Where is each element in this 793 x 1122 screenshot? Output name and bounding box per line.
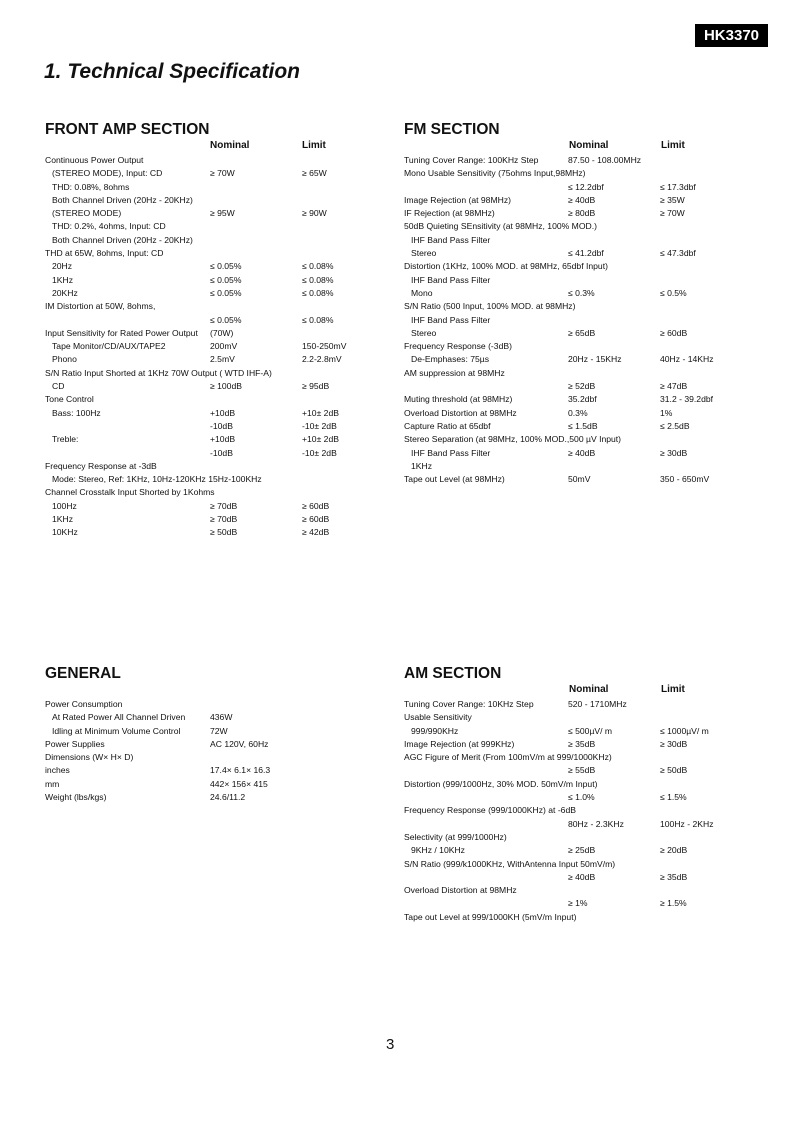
spec-label: Stereo: [411, 248, 437, 259]
spec-label: S/N Ratio (500 Input, 100% MOD. at 98MHz): [404, 301, 576, 312]
spec-label: Mono Usable Sensitivity (75ohms Input,98MHz): [404, 168, 586, 179]
spec-limit: 350 - 650mV: [660, 474, 710, 485]
spec-label: Tape out Level (at 98MHz): [404, 474, 505, 485]
general-heading: GENERAL: [45, 665, 121, 682]
spec-nominal: ≤ 0.3%: [568, 287, 595, 298]
spec-nominal: ≤ 1.5dB: [568, 420, 598, 431]
spec-label: 1KHz: [52, 274, 74, 285]
spec-limit: 2.2-2.8mV: [302, 354, 342, 365]
spec-label: Both Channel Driven (20Hz - 20KHz): [52, 234, 193, 245]
spec-limit: ≤ 0.08%: [302, 287, 334, 298]
spec-label: THD: 0.2%, 4ohms, Input: CD: [52, 221, 166, 232]
am-limit-header: Limit: [661, 684, 685, 695]
spec-nominal: +10dB: [210, 407, 236, 418]
spec-value: 72W: [210, 725, 228, 736]
spec-nominal: ≥ 40dB: [568, 447, 596, 458]
spec-limit: ≥ 65W: [302, 168, 327, 179]
front-amp-heading: FRONT AMP SECTION: [45, 121, 210, 138]
spec-label: 50dB Quieting SEnsitivity (at 98MHz, 100% MOD.): [404, 221, 597, 232]
spec-label: Idling at Minimum Volume Control: [52, 725, 181, 736]
spec-nominal: ≥ 100dB: [210, 381, 242, 392]
spec-value: AC 120V, 60Hz: [210, 738, 269, 749]
spec-limit: ≤ 0.08%: [302, 274, 334, 285]
spec-label: 1KHz: [52, 514, 74, 525]
spec-label: Stereo Separation (at 98MHz, 100% MOD.,500 µV Input): [404, 434, 622, 445]
spec-label: Mono: [411, 287, 433, 298]
fm-heading: FM SECTION: [404, 121, 500, 138]
spec-nominal: ≥ 35dB: [568, 738, 596, 749]
spec-nominal: ≤ 0.05%: [210, 261, 242, 272]
page-number: 3: [386, 1036, 395, 1053]
spec-nominal: ≥ 40dB: [568, 194, 596, 205]
spec-nominal: ≤ 41.2dbf: [568, 248, 604, 259]
spec-limit: +10± 2dB: [302, 434, 339, 445]
spec-nominal: 80Hz - 2.3KHz: [568, 818, 624, 829]
spec-label: 1KHz: [411, 460, 433, 471]
am-nominal-header: Nominal: [569, 684, 609, 695]
page-title: 1. Technical Specification: [44, 60, 300, 83]
model-badge: HK3370: [695, 24, 768, 47]
spec-label: Overload Distortion at 98MHz: [404, 407, 517, 418]
spec-label: CD: [52, 381, 65, 392]
spec-limit: -10± 2dB: [302, 420, 337, 431]
spec-nominal: ≤ 0.05%: [210, 314, 242, 325]
spec-label: Mode: Stereo, Ref: 1KHz, 10Hz-120KHz 15Hz-100KHz: [52, 474, 262, 485]
spec-limit: 1%: [660, 407, 673, 418]
spec-limit: ≤ 1.5%: [660, 792, 687, 803]
spec-value: 436W: [210, 712, 233, 723]
spec-limit: ≥ 50dB: [660, 765, 688, 776]
spec-limit: ≤ 47.3dbf: [660, 248, 696, 259]
spec-label: 999/990KHz: [411, 725, 459, 736]
spec-nominal: ≥ 65dB: [568, 327, 596, 338]
spec-limit: ≥ 42dB: [302, 527, 330, 538]
am-heading: AM SECTION: [404, 665, 502, 682]
spec-nominal: -10dB: [210, 447, 233, 458]
spec-nominal: 20Hz - 15KHz: [568, 354, 622, 365]
spec-nominal: ≤ 500µV/ m: [568, 725, 613, 736]
spec-limit: ≤ 1000µV/ m: [660, 725, 709, 736]
spec-nominal: -10dB: [210, 420, 233, 431]
spec-nominal: (70W): [210, 327, 234, 338]
spec-label: Phono: [52, 354, 77, 365]
spec-limit: ≥ 95dB: [302, 381, 330, 392]
spec-label: Tuning Cover Range: 10KHz Step: [404, 699, 534, 709]
spec-limit: ≥ 60dB: [302, 500, 330, 511]
spec-label: IHF Band Pass Filter: [411, 314, 491, 325]
spec-limit: ≥ 60dB: [302, 514, 330, 525]
spec-label: Overload Distortion at 98MHz: [404, 885, 517, 896]
spec-label: AGC Figure of Merit (From 100mV/m at 999/1000KHz): [404, 752, 612, 763]
spec-nominal: 35.2dbf: [568, 394, 597, 405]
spec-limit: ≥ 1.5%: [660, 898, 687, 909]
spec-nominal: ≥ 40dB: [568, 871, 596, 882]
spec-label: 10KHz: [52, 527, 78, 538]
spec-value: 442× 156× 415: [210, 778, 268, 789]
spec-limit: 40Hz - 14KHz: [660, 354, 714, 365]
spec-nominal: 2.5mV: [210, 354, 235, 365]
spec-nominal: ≥ 52dB: [568, 381, 596, 392]
spec-label: IF Rejection (at 98MHz): [404, 208, 495, 219]
spec-label: AM suppression at 98MHz: [404, 367, 505, 378]
spec-nominal: ≥ 80dB: [568, 208, 596, 219]
spec-nominal: 520 - 1710MHz: [568, 699, 627, 709]
spec-nominal: ≥ 50dB: [210, 527, 238, 538]
spec-nominal: ≥ 1%: [568, 898, 588, 909]
spec-limit: ≥ 90W: [302, 208, 327, 219]
spec-label: Image Rejection (at 999KHz): [404, 738, 515, 749]
spec-label: Stereo: [411, 327, 437, 338]
spec-label: 9KHz / 10KHz: [411, 845, 465, 856]
spec-limit: ≥ 70W: [660, 208, 685, 219]
spec-label: Distortion (1KHz, 100% MOD. at 98MHz, 65dbf Input): [404, 261, 608, 272]
spec-limit: 150-250mV: [302, 341, 347, 352]
spec-label: 20KHz: [52, 287, 78, 298]
spec-nominal: 50mV: [568, 474, 591, 485]
front-amp-limit-header: Limit: [302, 140, 326, 151]
spec-label: Continuous Power Output: [45, 155, 144, 165]
spec-label: Channel Crosstalk Input Shorted by 1Kohms: [45, 487, 215, 498]
spec-label: Usable Sensitivity: [404, 712, 472, 723]
spec-nominal: 200mV: [210, 341, 238, 352]
spec-label: Image Rejection (at 98MHz): [404, 194, 511, 205]
spec-nominal: 87.50 - 108.00MHz: [568, 155, 642, 165]
spec-label: S/N Ratio Input Shorted at 1KHz 70W Output ( WTD IHF-A): [45, 367, 272, 378]
spec-limit: -10± 2dB: [302, 447, 337, 458]
spec-nominal: 0.3%: [568, 407, 588, 418]
spec-label: Power Supplies: [45, 738, 105, 749]
spec-limit: ≥ 30dB: [660, 738, 688, 749]
spec-label: Tuning Cover Range: 100KHz Step: [404, 155, 539, 165]
spec-label: Bass: 100Hz: [52, 407, 101, 418]
spec-nominal: ≥ 70dB: [210, 514, 238, 525]
spec-nominal: +10dB: [210, 434, 236, 445]
spec-limit: ≤ 0.08%: [302, 314, 334, 325]
spec-label: IHF Band Pass Filter: [411, 274, 491, 285]
spec-label: Dimensions (W× H× D): [45, 752, 134, 763]
spec-label: Frequency Response at -3dB: [45, 460, 157, 471]
spec-label: Tone Control: [45, 394, 94, 405]
spec-label: Selectivity (at 999/1000Hz): [404, 831, 507, 842]
spec-limit: ≥ 47dB: [660, 381, 688, 392]
spec-label: Distortion (999/1000Hz, 30% MOD. 50mV/m Input): [404, 778, 598, 789]
spec-label: 20Hz: [52, 261, 73, 272]
spec-label: inches: [45, 765, 70, 776]
spec-label: Capture Ratio at 65dbf: [404, 420, 491, 431]
spec-label: THD at 65W, 8ohms, Input: CD: [45, 248, 164, 259]
spec-label: S/N Ratio (999/k1000KHz, WithAntenna Input 50mV/m): [404, 858, 616, 869]
spec-limit: ≥ 35W: [660, 194, 685, 205]
spec-label: IHF Band Pass Filter: [411, 447, 491, 458]
spec-limit: ≤ 17.3dbf: [660, 181, 696, 192]
spec-label: De-Emphases: 75µs: [411, 354, 490, 365]
spec-label: Input Sensitivity for Rated Power Output: [45, 327, 198, 338]
spec-label: Frequency Response (-3dB): [404, 341, 512, 352]
spec-label: (STEREO MODE), Input: CD: [52, 168, 163, 179]
spec-nominal: ≤ 1.0%: [568, 792, 595, 803]
spec-limit: ≥ 30dB: [660, 447, 688, 458]
spec-label: mm: [45, 778, 60, 789]
spec-nominal: ≤ 12.2dbf: [568, 181, 604, 192]
spec-label: 100Hz: [52, 500, 77, 511]
spec-label: Tape out Level at 999/1000KH (5mV/m Input): [404, 911, 577, 922]
spec-nominal: ≥ 25dB: [568, 845, 596, 856]
spec-label: At Rated Power All Channel Driven: [52, 712, 186, 723]
spec-limit: ≤ 0.5%: [660, 287, 687, 298]
spec-limit: 100Hz - 2KHz: [660, 818, 714, 829]
front-amp-nominal-header: Nominal: [210, 140, 250, 151]
spec-label: Tape Monitor/CD/AUX/TAPE2: [52, 341, 166, 352]
spec-nominal: ≤ 0.05%: [210, 287, 242, 298]
spec-limit: ≤ 2.5dB: [660, 420, 690, 431]
spec-value: 17.4× 6.1× 16.3: [210, 765, 271, 776]
spec-limit: 31.2 - 39.2dbf: [660, 394, 714, 405]
spec-label: Weight (lbs/kgs): [45, 792, 107, 803]
spec-limit: ≤ 0.08%: [302, 261, 334, 272]
spec-nominal: ≥ 70W: [210, 168, 235, 179]
spec-limit: +10± 2dB: [302, 407, 339, 418]
spec-value: 24.6/11.2: [210, 792, 246, 803]
fm-nominal-header: Nominal: [569, 140, 609, 151]
spec-limit: ≥ 60dB: [660, 327, 688, 338]
spec-label: IM Distortion at 50W, 8ohms,: [45, 301, 156, 312]
spec-limit: ≥ 35dB: [660, 871, 688, 882]
spec-label: Muting threshold (at 98MHz): [404, 394, 513, 405]
spec-label: (STEREO MODE): [52, 208, 122, 219]
spec-label: Both Channel Driven (20Hz - 20KHz): [52, 194, 193, 205]
spec-label: Power Consumption: [45, 699, 123, 709]
spec-nominal: ≤ 0.05%: [210, 274, 242, 285]
spec-label: IHF Band Pass Filter: [411, 234, 491, 245]
spec-nominal: ≥ 95W: [210, 208, 235, 219]
spec-nominal: ≥ 70dB: [210, 500, 238, 511]
spec-nominal: ≥ 55dB: [568, 765, 596, 776]
fm-limit-header: Limit: [661, 140, 685, 151]
spec-label: Treble:: [52, 434, 79, 445]
spec-label: Frequency Response (999/1000KHz) at -6dB: [404, 805, 576, 816]
spec-limit: ≥ 20dB: [660, 845, 688, 856]
spec-label: THD: 0.08%, 8ohms: [52, 181, 130, 192]
